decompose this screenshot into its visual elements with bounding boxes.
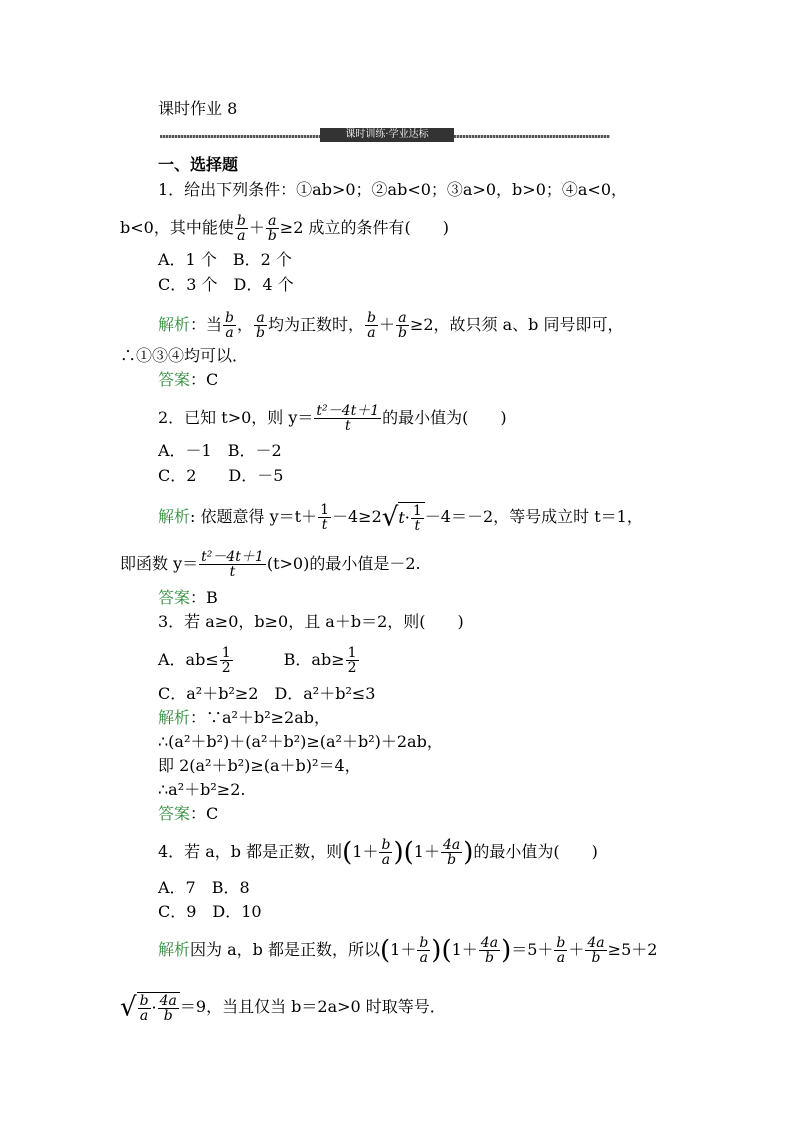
page-title: 课时作业 8 [158,99,238,118]
q2-option-ab: A．－1 B．－2 [158,441,282,460]
answer-label: 答案 [158,588,191,607]
section-banner [160,131,610,141]
q1-option-ab: A．1 个 B．2 个 [158,250,292,269]
q2-stem: 2．已知 t>0，则 y＝ $\frac{\text{t²－4t＋1}}{t}$ 的最小值为( ) [158,403,507,434]
q2-analysis-line2: 即函数 y＝ $\frac{\text{t²－4t＋1}}{t}$ (t>0)的最小值是－2. [120,549,421,580]
q1-option-cd: C．3 个 D．4 个 [158,275,294,294]
q2-answer: 答案：B [158,588,218,607]
q3-option-ab: A．ab≤ $\frac{1}{2}$ B．ab≥ $\frac{1}{2}$ [158,645,357,676]
fraction: $\frac{b}{a}$ [381,837,391,868]
fraction: $\frac{b}{a}$ [556,935,566,966]
fraction: $\frac{a}{b}$ [267,213,277,244]
analysis-label: 解析 [158,708,191,727]
q1-stem-line2: b<0，其中能使 $\frac{b}{a}$ ＋ $\frac{a}{b}$ ≥2 成立的条件有( ) [120,213,449,244]
banner-rule-left [160,135,320,138]
fraction: $\frac{a}{b}$ [397,310,407,341]
square-root: √t· $\frac{1}{t}$ [382,502,425,533]
q4-option-cd: C．9 D．10 [158,902,262,921]
fraction: $\frac{1}{2}$ [347,645,357,676]
fraction: $\frac{4a}{b}$ [480,935,499,966]
q1-analysis-line2: ∴①③④均可以． [120,346,249,365]
answer-label: 答案 [158,370,191,389]
q4-analysis-line2: √ $\frac{b}{a}$ · $\frac{4a}{b}$ ＝9，当且仅当 b＝2a>0 时取等号． [120,992,446,1024]
analysis-label: 解析 [158,315,191,334]
fraction: $\frac{4a}{b}$ [587,935,605,966]
fraction: $\frac{4a}{b}$ [442,837,461,868]
q4-stem: 4．若 a，b 都是正数，则(1＋ $\frac{b}{a}$ )(1＋ $\frac{4a}{b}$ )的最小值为( ) [158,837,598,868]
fraction: $\frac{b}{a}$ [236,213,246,244]
q2-option-cd: C．2 D．－5 [158,466,284,485]
fraction: $\frac{b}{a}$ [419,935,429,966]
q3-analysis-line4: ∴a²＋b²≥2. [158,780,246,799]
q3-stem: 3．若 a≥0，b≥0，且 a＋b＝2，则( ) [158,612,464,631]
q3-answer: 答案：C [158,804,219,823]
q3-analysis-line1: 解析：∵a²＋b²≥2ab， [158,708,330,727]
q1-stem-line1: 1．给出下列条件：①ab>0；②ab<0；③a>0，b>0；④a<0， [158,180,627,199]
answer-label: 答案 [158,804,191,823]
q3-analysis-line3: 即 2(a²＋b²)≥(a＋b)²＝4， [158,756,361,775]
section-title: 一、选择题 [158,155,239,174]
fraction: $\frac{\text{t²－4t＋1}}{t}$ [201,549,264,580]
q1-answer: 答案：C [158,370,219,389]
fraction: $\frac{b}{a}$ [225,310,234,341]
q4-option-ab: A．7 B．8 [158,878,250,897]
q4-analysis-line1: 解析因为 a，b 都是正数，所以(1＋ $\frac{b}{a}$ )(1＋ $\frac{4a}{b}$ )＝5＋ $\frac{b}{a}$ ＋ $\frac{4a}{b}$ ≥5＋2 [158,935,658,966]
fraction: $\frac{\text{t²－4t＋1}}{t}$ [316,403,380,434]
fraction: $\frac{1}{2}$ [221,645,231,676]
q2-analysis-line1: 解析: 依题意得 y＝t＋ $\frac{1}{t}$ －4≥2√t· $\frac{1}{t}$ －4＝－2，等号成立时 t＝1， [158,502,643,534]
q1-analysis-line1: 解析：当 $\frac{b}{a}$ ， $\frac{a}{b}$ 均为正数时， $\frac{b}{a}$ ＋ $\frac{a}{b}$ ≥2，故只须 a、b 同号即可， [158,310,624,341]
square-root: √ $\frac{b}{a}$ · $\frac{4a}{b}$ [120,992,180,1023]
fraction: $\frac{a}{b}$ [256,310,265,341]
banner-rule-right [454,135,610,138]
fraction: $\frac{1}{t}$ [320,502,329,533]
analysis-label: 解析 [158,507,191,526]
fraction: $\frac{b}{a}$ [367,310,376,341]
banner-label: 课时训练·学业达标 [320,128,454,142]
q3-analysis-line2: ∴(a²＋b²)＋(a²＋b²)≥(a²＋b²)＋2ab， [158,732,443,751]
q3-option-cd: C．a²＋b²≥2 D．a²＋b²≤3 [158,684,376,703]
analysis-label: 解析 [158,940,191,959]
